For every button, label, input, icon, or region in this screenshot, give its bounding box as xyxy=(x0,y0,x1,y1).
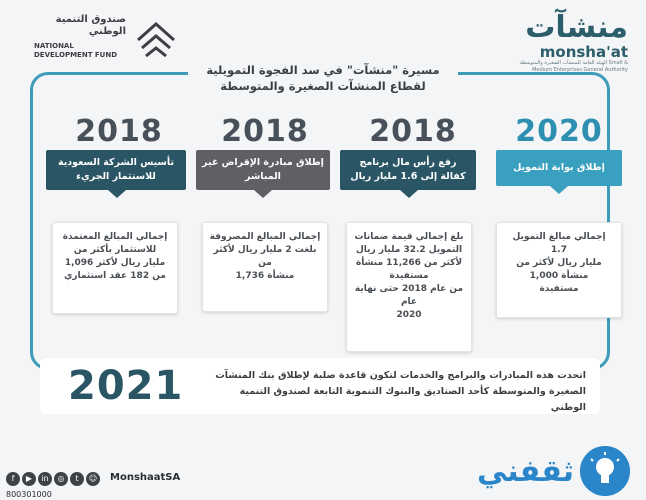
column-svc-pointer xyxy=(108,190,126,198)
twitter-icon[interactable]: t xyxy=(70,472,84,486)
monshaat-logo-english: monsha'at xyxy=(539,43,628,61)
column-2020-heading: إطلاق بوابة التمويل xyxy=(496,150,622,186)
card-line: 1,096 مليار ريال لأكثر xyxy=(64,258,166,268)
column-lending-pointer xyxy=(254,190,272,198)
column-2020-pointer xyxy=(550,186,568,194)
watermark-text: ثقفني xyxy=(476,454,574,489)
card-line: من 182 عقد استثماري xyxy=(64,271,166,281)
monshaat-logo-arabic: منشآت xyxy=(525,10,628,45)
column-kafalah-card xyxy=(346,222,472,352)
card-line: بلغت 2 مليار ريال لأكثر من xyxy=(213,245,317,268)
ndf-logo-arabic: صندوق التنمية الوطني xyxy=(55,14,126,37)
card-line: التمويل 32.2 مليار ريال xyxy=(355,245,463,255)
column-svc-heading: تأسيس الشركة السعودية للاستثمار الجريء xyxy=(46,150,186,190)
column-kafalah-heading: رفع رأس مال برنامج كفالة إلى 1.6 مليار ريال xyxy=(340,150,476,190)
monshaat-logo-subtitle: الهيئة العامة للمنشآت الصغيرة والمتوسطة Small & Medium Enterprises General Authority xyxy=(519,60,628,73)
linkedin-icon[interactable]: in xyxy=(38,472,52,486)
lightbulb-icon xyxy=(580,446,630,496)
card-line: مليار ريال لأكثر من xyxy=(516,258,602,268)
summary-line-2: الصغيرة والمتوسطة كأحد الصناديق والبنوك التنموية التابعة لصندوق التنمية الوطني xyxy=(239,386,586,413)
ndf-logo-english: NATIONAL DEVELOPMENT FUND xyxy=(34,42,118,59)
facebook-icon[interactable]: f xyxy=(6,472,20,486)
column-lending-year: 2018 xyxy=(221,114,309,149)
column-lending-heading: إطلاق مبادرة الإقراض غير المباشر xyxy=(196,150,330,190)
card-line: 1,736 منشأة xyxy=(235,271,295,281)
card-line: مستفيدة xyxy=(539,284,579,294)
social-icons xyxy=(6,470,100,488)
summary-text xyxy=(206,368,586,416)
ndf-emblem-icon xyxy=(134,16,178,64)
column-lending-card xyxy=(202,222,328,312)
monshaat-logo xyxy=(508,12,628,74)
summary-line-1: اتحدت هذه المبادرات والبرامج والخدمات لتكون قاعدة صلبة لإطلاق بنك المنشآت xyxy=(215,370,586,381)
title-line-2: لقطاع المنشآت الصغيرة والمتوسطة xyxy=(220,79,426,93)
phone-number: 800301000 xyxy=(6,490,52,499)
card-line: مستفيدة xyxy=(389,271,429,281)
card-line: 2020 xyxy=(396,310,422,320)
column-2020-card xyxy=(496,222,622,318)
card-line: إجمالي مبالغ التمويل 1.7 xyxy=(512,232,606,255)
column-svc-card xyxy=(52,222,178,314)
card-line: 1,000 منشأة xyxy=(529,271,589,281)
youtube-icon[interactable]: ▶ xyxy=(22,472,36,486)
summary-2021-bar xyxy=(40,358,600,414)
instagram-icon[interactable]: ◎ xyxy=(54,472,68,486)
card-line: من عام 2018 حتى نهاية عام xyxy=(354,284,464,307)
title-line-1: مسيرة "منشآت" في سد الفجوة التمويلية xyxy=(206,63,440,77)
social-handle: MonshaatSA xyxy=(110,472,181,483)
card-line: بلغ إجمالي قيمة ضمانات xyxy=(354,232,464,242)
column-kafalah-year: 2018 xyxy=(369,114,457,149)
card-line: للاستثمار بأكثر من xyxy=(73,245,157,255)
column-kafalah-pointer xyxy=(400,190,418,198)
column-2020-year: 2020 xyxy=(515,114,603,149)
snapchat-icon[interactable]: ☺ xyxy=(86,472,100,486)
card-line: إجمالي المبالغ المصروفة xyxy=(209,232,321,242)
column-svc-year: 2018 xyxy=(75,114,163,149)
summary-year: 2021 xyxy=(68,363,184,409)
ndf-logo xyxy=(34,14,184,66)
card-line: لأكثر من 11,266 منشأة xyxy=(355,258,463,268)
infographic-title xyxy=(188,56,458,104)
card-line: إجمالي المبالغ المعتمدة xyxy=(62,232,168,242)
